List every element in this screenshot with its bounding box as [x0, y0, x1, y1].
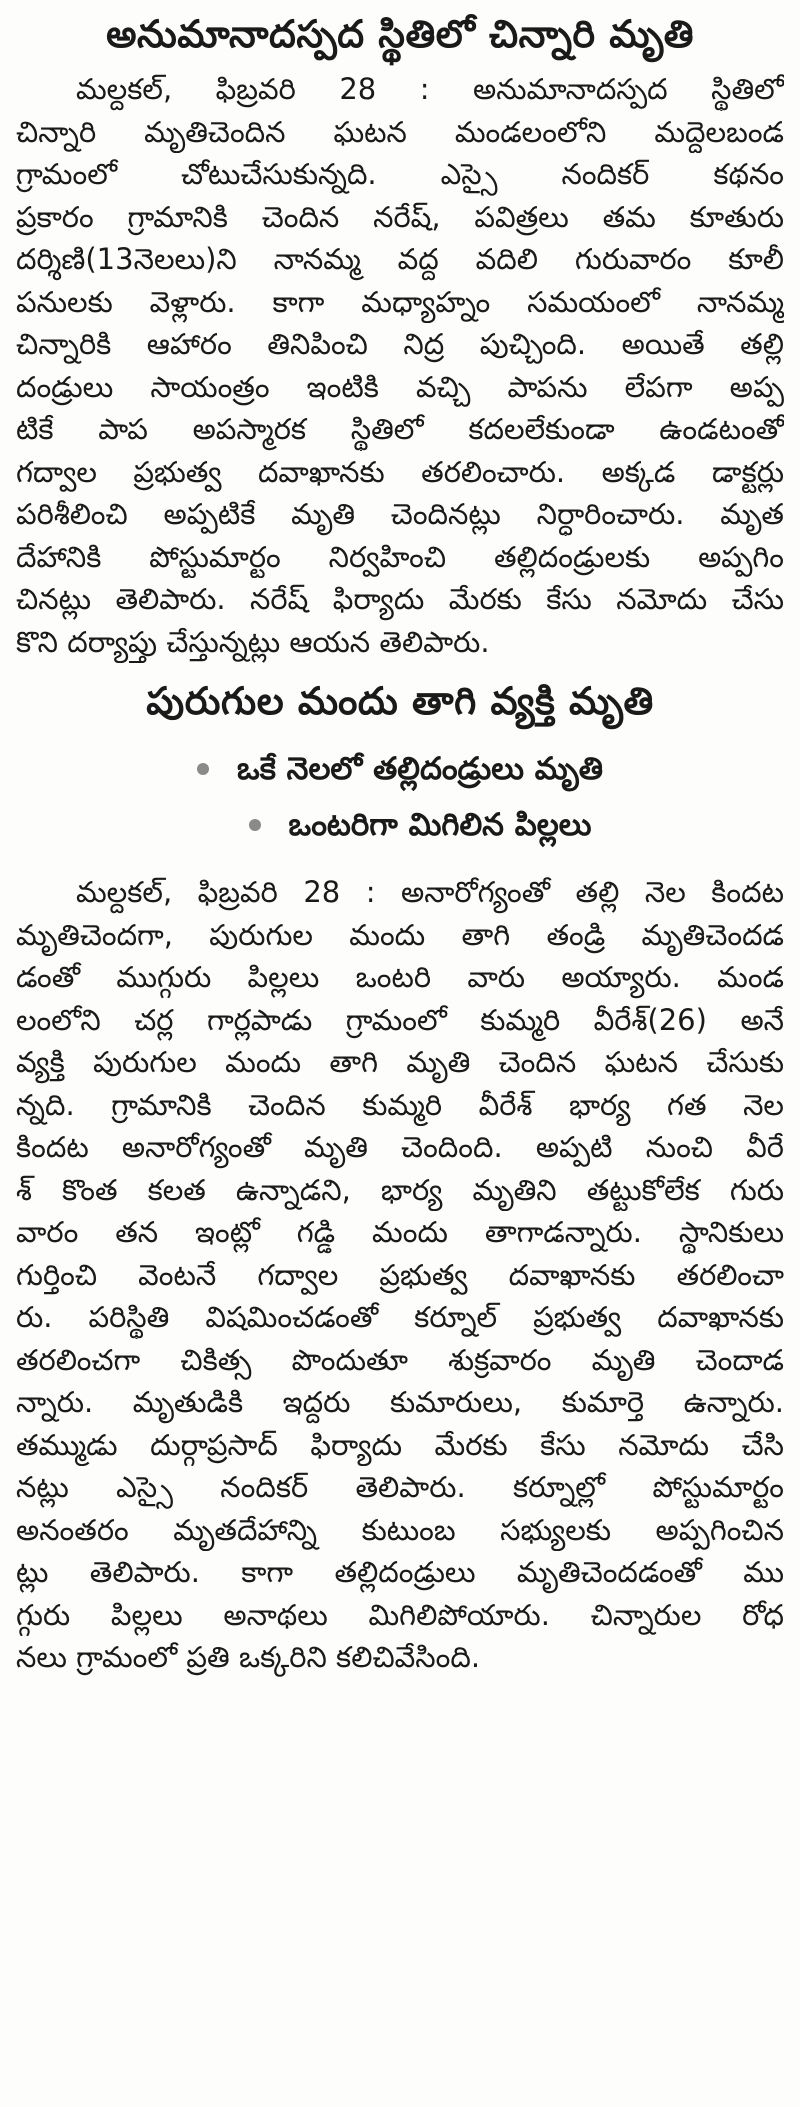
subhead-text: ఒంటరిగా మిగిలిన పిల్లలు: [288, 807, 592, 843]
article1-line: చిన్నారికి ఆహారం తినిపించి నిద్ర పుచ్చింది. అయితే తల్లి: [16, 327, 784, 361]
article2-line: న్నారు. మృతుడికి ఇద్దరు కుమారులు, కుమార్తె ఉన్నారు.: [16, 1385, 784, 1419]
article2-headline: పురుగుల మందు తాగి వ్యక్తి మృతి: [146, 679, 654, 723]
article2-line: గ్గురు పిల్లలు అనాథలు మిగిలిపోయారు. చిన్నారుల రోధ: [16, 1597, 784, 1632]
article1-line: దండ్రులు సాయంత్రం ఇంటికి వచ్చి పాపను లేపగా అప్ప: [16, 369, 784, 404]
article1-body: [16, 68, 784, 663]
subhead-bullet: [16, 797, 784, 853]
article1-line: గ్రామంలో చోటుచేసుకున్నది. ఎస్సై నందికర్ కథనం: [16, 157, 784, 191]
article2-line: మృతిచెందగా, పురుగుల మందు తాగి తండ్రి మృతిచెందడ: [16, 917, 784, 952]
article1-headline: అనుమానాదస్పద స్థితిలో చిన్నారి మృతి: [106, 12, 694, 56]
bullet-dot-icon: [197, 763, 209, 775]
article2-line: రు. పరిస్థితి విషమించడంతో కర్నూల్ ప్రభుత్వ దవాఖానకు: [16, 1300, 784, 1334]
subhead-text: ఒకే నెలలో తల్లిదండ్రులు మృతి: [237, 751, 603, 787]
article2-line: వ్యక్తి పురుగుల మందు తాగి మృతి చెందిన ఘటన చేసుకు: [16, 1045, 784, 1079]
article2-line: తమ్ముడు దుర్గాప్రసాద్ ఫిర్యాదు మేరకు కేసు నమోదు చేసి: [16, 1427, 784, 1462]
article2-subheads: [16, 741, 784, 853]
article2-line: న్నది. గ్రామానికి చెందిన కుమ్మరి వీరేశ్ భార్య గత నెల: [16, 1087, 784, 1122]
article1-line: ప్రకారం గ్రామానికి చెందిన నరేష్, పవిత్రలు తమ కూతురు: [16, 199, 784, 234]
article2-line: లంలోని చర్ల గార్లపాడు గ్రామంలో కుమ్మరి వీరేశ్(26) అనే: [16, 1002, 784, 1037]
article1-line: పనులకు వెళ్లారు. కాగా మధ్యాహ్నం సమయంలో నానమ్మ: [16, 284, 784, 319]
article1-line: కొని దర్యాప్తు చేస్తున్నట్లు ఆయన తెలిపారు.: [16, 624, 490, 659]
article1-line: మల్దకల్, ఫిబ్రవరి 28 : అనుమానాదస్పద స్థితిలో: [76, 72, 784, 106]
article1-line: చిన్నారి మృతిచెందిన ఘటన మండలంలోని మద్దెలబండ: [16, 114, 784, 149]
article1-line: దేహానికి పోస్టుమార్టం నిర్వహించి తల్లిదండ్రులకు అప్పగిం: [16, 539, 784, 574]
article2-line: గుర్తించి వెంటనే గద్వాల ప్రభుత్వ దవాఖానకు తరలించా: [16, 1257, 784, 1292]
article1-line: గద్వాల ప్రభుత్వ దవాఖానకు తరలించారు. అక్కడ డాక్టర్లు: [16, 454, 784, 489]
article2-line: తరలించగా చికిత్స పొందుతూ శుక్రవారం మృతి చెందాడ: [16, 1342, 784, 1377]
bullet-dot-icon: [249, 819, 261, 831]
article2-line: నలు గ్రామంలో ప్రతి ఒక్కరిని కలిచివేసింది.: [16, 1640, 481, 1674]
article2-line: నట్లు ఎస్సై నందికర్ తెలిపారు. కర్నూల్లో పోస్టుమార్టం: [16, 1470, 784, 1504]
article2-line: వారం తన ఇంట్లో గడ్డి మందు తాగాడన్నారు. స్థానికులు: [16, 1215, 784, 1249]
article1-line: టికే పాప అపస్మారక స్థితిలో కదలలేకుండా ఉండటంతో: [16, 412, 784, 446]
article1-line: దర్శిణి(13నెలలు)ని నానమ్మ వద్ద వదిలి గురువారం కూలీ: [16, 242, 784, 276]
article1-line: పరిశీలించి అప్పటికే మృతి చెందినట్లు నిర్ధారించారు. మృత: [16, 497, 784, 531]
article2-line: కిందట అనారోగ్యంతో మృతి చెందింది. అప్పటి నుంచి వీరే: [16, 1130, 784, 1164]
article2-line: ట్లు తెలిపారు. కాగా తల్లిదండ్రులు మృతిచెందడంతో ము: [16, 1555, 784, 1589]
article2-line: అనంతరం మృతదేహాన్ని కుటుంబ సభ్యులకు అప్పగించిన: [16, 1512, 784, 1547]
article2-line: డంతో ముగ్గురు పిల్లలు ఒంటరి వారు అయ్యారు. మండ: [16, 960, 784, 994]
article2-line: మల్దకల్, ఫిబ్రవరి 28 : అనారోగ్యంతో తల్లి నెల కిందట: [76, 875, 784, 909]
article1-line: చినట్లు తెలిపారు. నరేష్ ఫిర్యాదు మేరకు కేసు నమోదు చేసు: [16, 582, 784, 616]
article2-body: [16, 871, 784, 1679]
subhead-bullet: [16, 741, 784, 797]
article2-line: శ్ కొంత కలత ఉన్నాడని, భార్య మృతిని తట్టుకోలేక గురు: [16, 1172, 784, 1207]
